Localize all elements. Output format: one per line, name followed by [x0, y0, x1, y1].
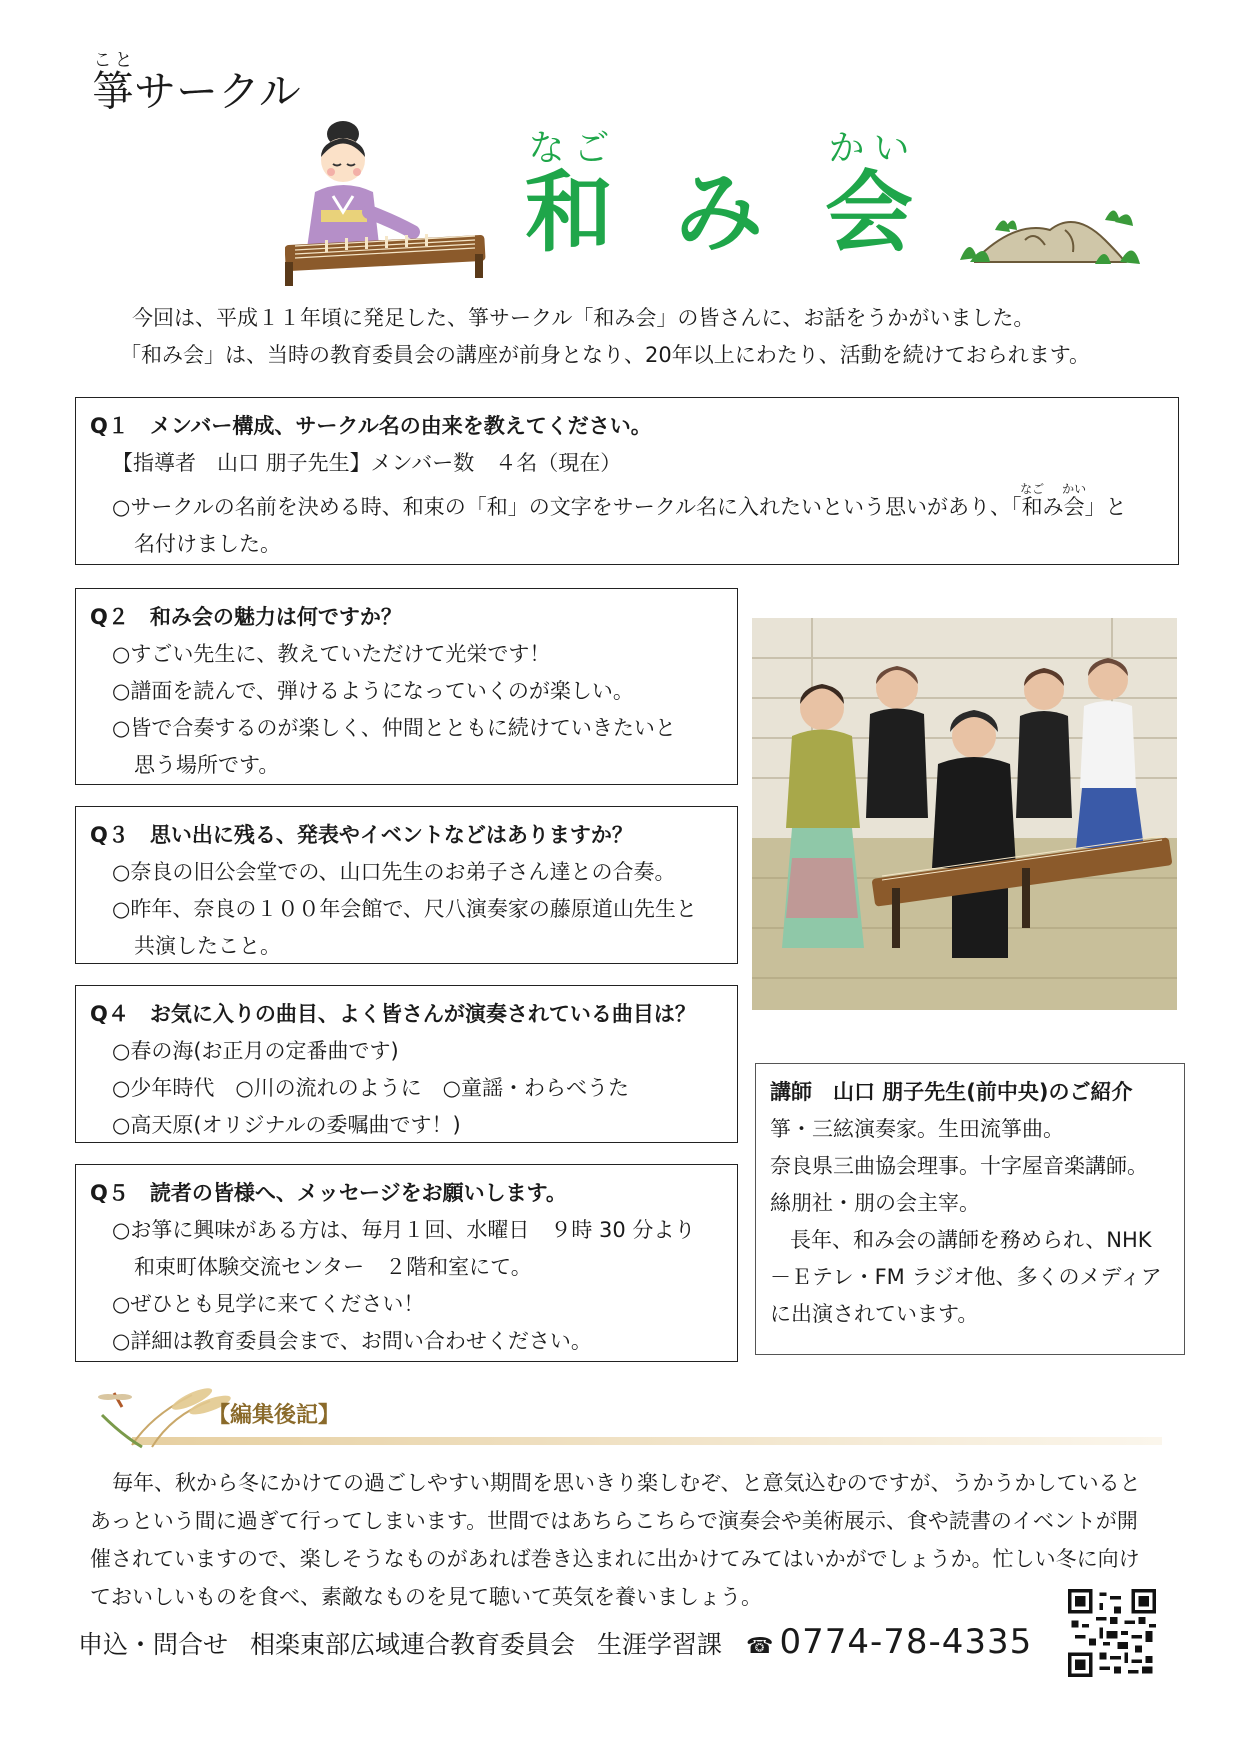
q4-question: Q４ お気に入りの曲目、よく皆さんが演奏されている曲目は？ — [90, 1002, 696, 1026]
q5-answer-3: ○詳細は教育委員会まで、お問い合わせください。 — [112, 1329, 592, 1353]
q1-question: Q１ メンバー構成、サークル名の由来を教えてください。 — [90, 414, 652, 438]
profile-line-6: に出演されています。 — [770, 1302, 979, 1326]
q2-question: Q２ 和み会の魅力は何ですか？ — [90, 605, 402, 629]
q1-members: 【指導者 山口 朋子先生】メンバー数 ４名（現在） — [112, 451, 622, 475]
profile-line-5: －Ｅテレ・FM ラジオ他、多くのメディア — [770, 1265, 1162, 1289]
q4-answer-3: ○高天原(オリジナルの委嘱曲です！) — [112, 1113, 461, 1137]
q3-answer-2-cont: 共演したこと。 — [134, 934, 281, 958]
q2-answer-3: ○皆で合奏するのが楽しく、仲間とともに続けていきたいと — [112, 716, 676, 740]
q2-answer-2: ○譜面を読んで、弾けるようになっていくのが楽しい。 — [112, 679, 634, 703]
profile-line-3: 絲朋社・朋の会主宰。 — [770, 1191, 980, 1215]
q2-box — [75, 588, 738, 785]
profile-heading: 講師 山口 朋子先生(前中央)のご紹介 — [770, 1080, 1133, 1104]
phone-icon: ☎ — [746, 1634, 774, 1659]
q5-answer-2: ○ぜひとも見学に来てください！ — [112, 1292, 425, 1316]
q1-origin-cont: 名付けました。 — [134, 532, 281, 556]
q5-question: Q５ 読者の皆様へ、メッセージをお願いします。 — [90, 1181, 567, 1205]
org-name: 相楽東部広域連合教育委員会 — [250, 1630, 576, 1659]
afterword-paragraph: 毎年、秋から冬にかけての過ごしやすい期間を思いきり楽しむぞ、と意気込むのですが、うかうかしているとあっという間に過ぎて行ってしまいます。世間ではあちらこちらで演奏会や美術展示、食や読書のイベントが開催されていますので、楽しそうなものがあれば巻き込まれに出かけてみてはいかがでしょうか。忙しい冬に向けておいしいものを食べ、素敵なものを見て聴いて英気を養いましょう。 — [90, 1471, 1141, 1609]
intro-text — [120, 300, 1090, 374]
dept-name: 生涯学習課 — [597, 1630, 723, 1659]
circle-label: 箏ことサークル — [92, 50, 301, 116]
q1-origin: ○サークルの名前を決める時、和束の「和」の文字をサークル名に入れたいという思いがあり、「和なごみ会かい」と — [112, 482, 1127, 519]
footer-contact — [78, 1622, 1032, 1662]
profile-line-4: 長年、和み会の講師を務められ、NHK — [790, 1228, 1152, 1252]
q5-answer-1-cont: 和束町体験交流センター ２階和室にて。 — [134, 1255, 532, 1279]
q2-answer-1: ○すごい先生に、教えていただけて光栄です！ — [112, 642, 551, 666]
profile-line-1: 箏・三絃演奏家。生田流箏曲。 — [770, 1117, 1064, 1141]
profile-line-2: 奈良県三曲協会理事。十字屋音楽講師。 — [770, 1154, 1148, 1178]
afterword-text — [90, 1464, 1150, 1616]
q5-box — [75, 1164, 738, 1362]
q4-answer-2: ○少年時代 ○川の流れのように ○童謡・わらべうた — [112, 1076, 629, 1100]
q3-answer-2: ○昨年、奈良の１００年会館で、尺八演奏家の藤原道山先生と — [112, 897, 697, 921]
member-photo — [752, 618, 1177, 1010]
q2-answer-3-cont: 思う場所です。 — [134, 753, 280, 777]
q3-question: Q３ 思い出に残る、発表やイベントなどはありますか？ — [90, 823, 633, 847]
q3-answer-1: ○奈良の旧公会堂での、山口先生のお弟子さん達との合奏。 — [112, 860, 676, 884]
rock-grass-illustration — [955, 200, 1145, 280]
circle-title: 和なごみ 会かい — [525, 128, 916, 264]
contact-label: 申込・問合せ — [78, 1630, 229, 1659]
q3-box — [75, 806, 738, 964]
q4-box — [75, 985, 738, 1143]
koto-player-illustration — [285, 112, 510, 292]
teacher-profile-box — [755, 1063, 1185, 1355]
intro-line-2: 「和み会」は、当時の教育委員会の講座が前身となり、20年以上にわたり、活動を続けておられます。 — [120, 343, 1091, 367]
qr-code-icon[interactable] — [1068, 1589, 1156, 1677]
intro-line-1: 今回は、平成１１年頃に発足した、箏サークル「和み会」の皆さんに、お話をうかがいました。 — [132, 306, 1035, 330]
q4-answer-1: ○春の海(お正月の定番曲です) — [112, 1039, 399, 1063]
q1-box — [75, 397, 1179, 565]
phone-number[interactable]: 0774-78-4335 — [779, 1622, 1033, 1662]
q5-answer-1: ○お箏に興味がある方は、毎月１回、水曜日 ９時 30 分より — [112, 1218, 696, 1242]
afterword-label: 【編集後記】 — [208, 1403, 341, 1428]
